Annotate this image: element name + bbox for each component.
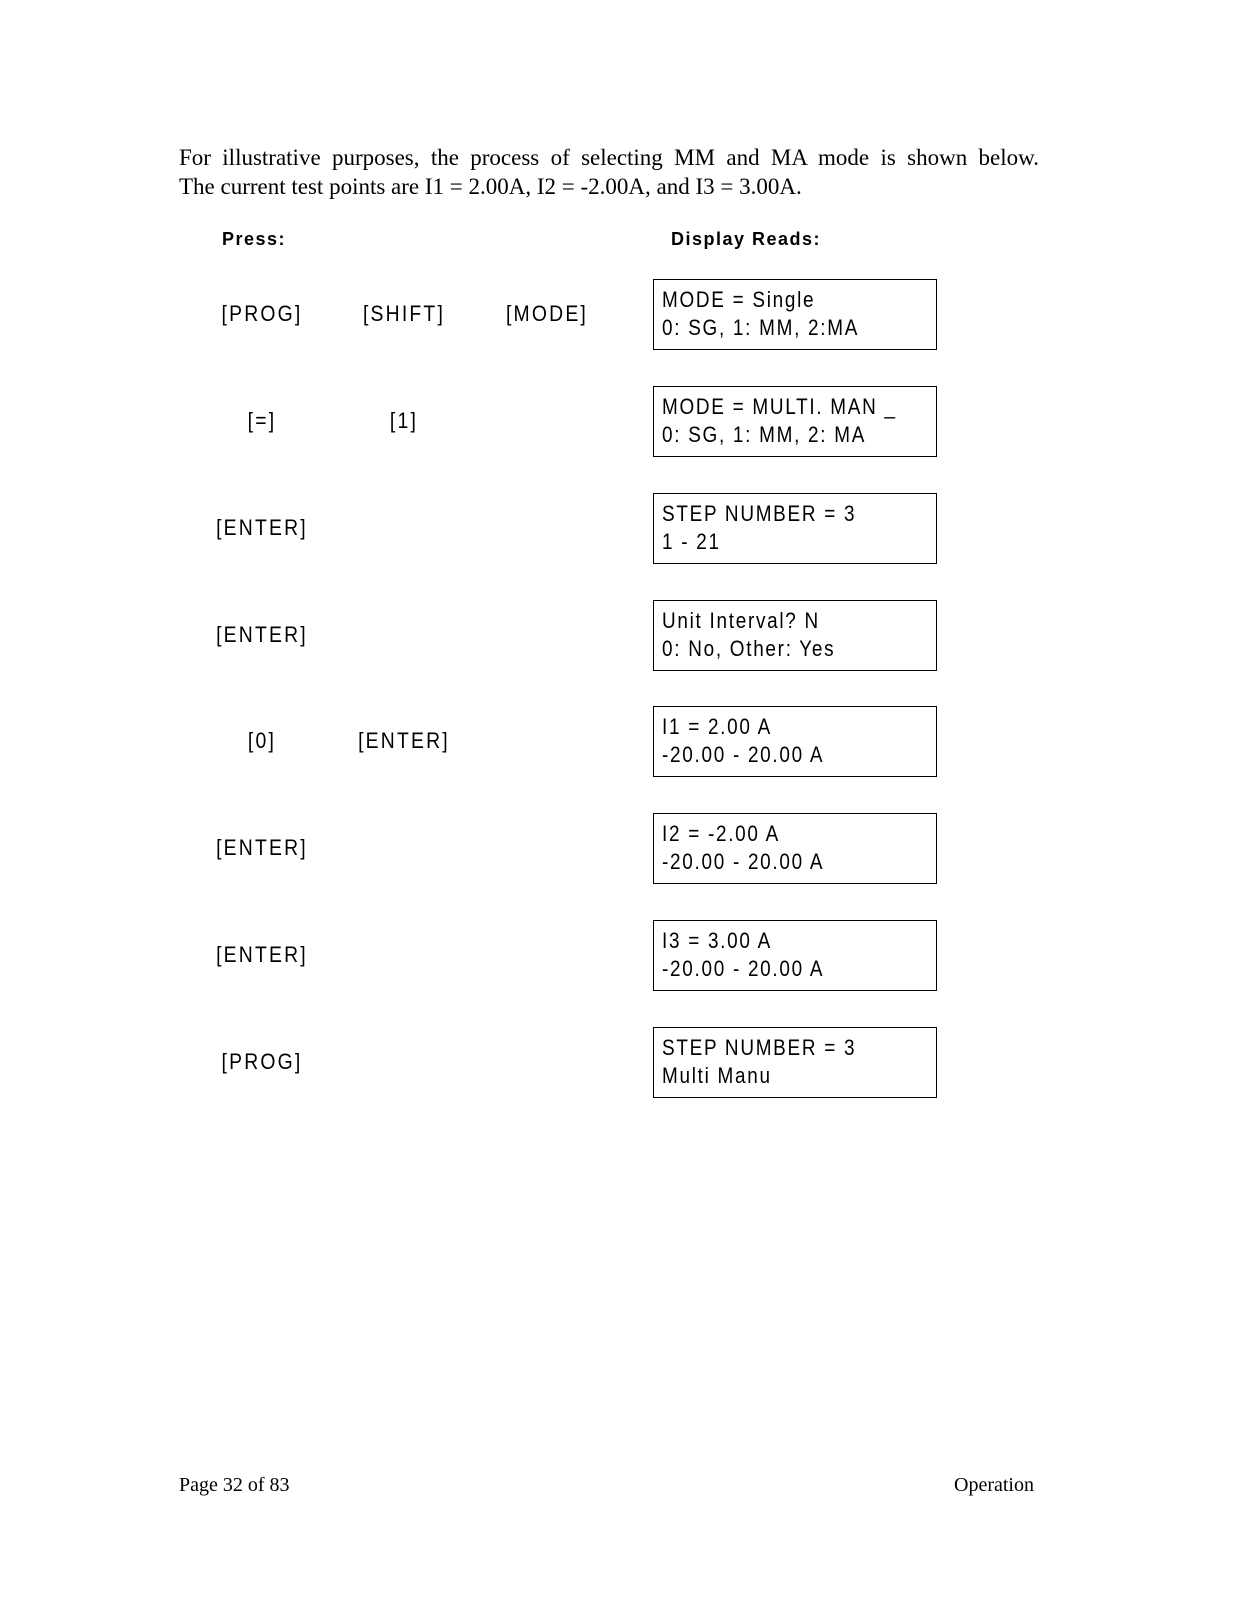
key-label: [ENTER]	[358, 728, 450, 753]
page-number: Page 32 of 83	[179, 1474, 290, 1496]
intro-line-1: For illustrative purposes, the process of selecting MM and MA mode is shown below.	[179, 145, 1039, 170]
display-line-2: 0: SG, 1: MM, 2: MA	[662, 422, 867, 447]
display-line-2: 0: SG, 1: MM, 2:MA	[662, 315, 860, 340]
display-column-header: Display Reads:	[671, 229, 822, 249]
display-line-2: 0: No, Other: Yes	[662, 636, 836, 661]
display-line-2: 1 - 21	[662, 529, 721, 554]
key-label: [ENTER]	[216, 515, 308, 540]
press-column-header: Press:	[222, 229, 287, 249]
display-line-2: Multi Manu	[662, 1063, 772, 1088]
display-line-2: -20.00 - 20.00 A	[662, 849, 825, 874]
display-box	[653, 1027, 937, 1098]
display-line-1: MODE = MULTI. MAN _	[662, 394, 897, 419]
intro-line-2: The current test points are I1 = 2.00A, I2 = -2.00A, and I3 = 3.00A.	[179, 174, 802, 199]
key-label: [=]	[247, 408, 277, 433]
key-label: [1]	[389, 408, 419, 433]
display-line-1: MODE = Single	[662, 287, 816, 312]
display-box	[653, 386, 937, 457]
key-label: [ENTER]	[216, 942, 308, 967]
display-line-1: STEP NUMBER = 3	[662, 501, 857, 526]
step-row	[0, 386, 1237, 459]
key-label: [SHIFT]	[362, 301, 446, 326]
step-row	[0, 493, 1237, 566]
display-line-1: Unit Interval? N	[662, 608, 820, 633]
display-box	[653, 813, 937, 884]
display-box	[653, 920, 937, 991]
display-line-1: I3 = 3.00 A	[662, 928, 772, 953]
key-label: [PROG]	[221, 301, 303, 326]
display-box	[653, 706, 937, 777]
step-row	[0, 920, 1237, 993]
key-label: [ENTER]	[216, 835, 308, 860]
step-row	[0, 813, 1237, 886]
display-box	[653, 493, 937, 564]
key-label: [MODE]	[505, 301, 589, 326]
display-box	[653, 600, 937, 671]
display-box	[653, 279, 937, 350]
step-row	[0, 600, 1237, 673]
display-line-1: I1 = 2.00 A	[662, 714, 772, 739]
step-row	[0, 279, 1237, 352]
display-line-2: -20.00 - 20.00 A	[662, 956, 825, 981]
step-row	[0, 706, 1237, 779]
display-line-1: I2 = -2.00 A	[662, 821, 780, 846]
section-name: Operation	[954, 1474, 1034, 1496]
key-label: [PROG]	[221, 1049, 303, 1074]
key-label: [0]	[247, 728, 277, 753]
step-row	[0, 1027, 1237, 1100]
key-label: [ENTER]	[216, 622, 308, 647]
display-line-2: -20.00 - 20.00 A	[662, 742, 825, 767]
intro-paragraph	[179, 143, 1039, 201]
display-line-1: STEP NUMBER = 3	[662, 1035, 857, 1060]
